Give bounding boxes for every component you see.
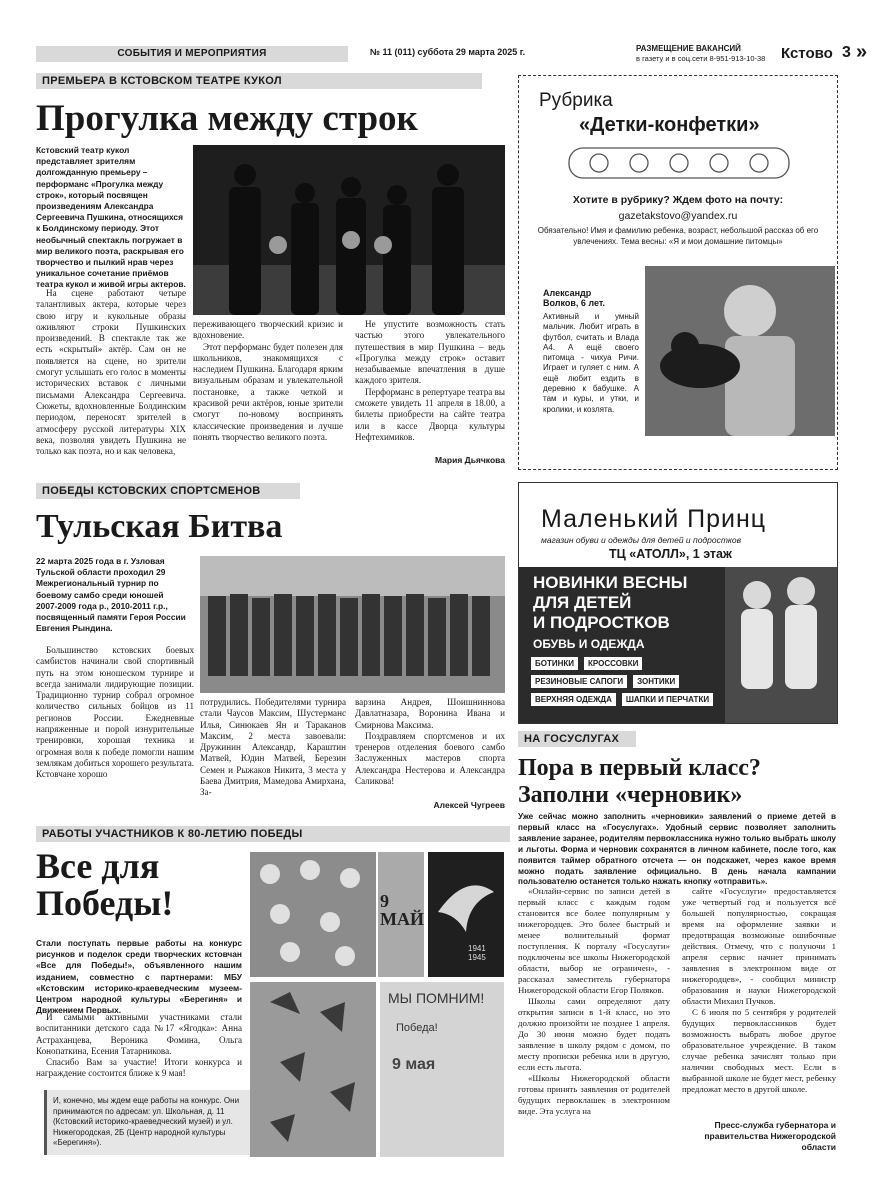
theatre-col1: На сцене работают четыре талантливых актера, которые через свою игру и кукольные образы оживляют строки Пушкинских произведений. В спектакле так же есть «скрытый» актёр. Сам он не появляется на сцене, но зрители смогут услышать его голос в моменты исторических вставок с личными письмами Александра Сергеевича. Сюжеты, вдохновленные Болдинским периодом, переносят зрителей в атмосферу русской литературы XIX века, позволяя увидеть Пушкина не только как поэта, но и как человека, bbox=[36, 288, 186, 457]
gosuslugi-source: Пресс-служба губернатора и правительства Нижегородской области bbox=[704, 1120, 836, 1152]
drawing-3-years: 1941 1945 bbox=[468, 944, 486, 962]
sport-title: Тульская Битва bbox=[36, 508, 283, 545]
rubric-box bbox=[518, 75, 838, 470]
chevron-right-icon: » bbox=[856, 41, 868, 63]
team-image bbox=[200, 556, 505, 693]
header-logo: Кстово bbox=[781, 45, 833, 62]
child-name: Александр Волков, 6 лет. bbox=[543, 288, 606, 308]
theatre-lead: Кстовский театр кукол представляет зрителям долгожданную премьеру – перформанс «Прогулка между строк», который посвящен произведениям Александра Сергеевича Пушкина, относящихся к Болдинскому периоду. Этот необычный спектакль погружает в мир великого поэта, раскрывая его творчество и пылкий нрав через уникальное сочетание приёмов театра кукол и живой игры актеров. bbox=[36, 145, 186, 290]
drawing-4 bbox=[250, 982, 376, 1157]
shop-line: ОБУВЬ И ОДЕЖДА bbox=[533, 637, 645, 651]
sport-col2: потрудились. Победителями турнира стали Чаусов Максим, Шустерманс Илья, Синюкаев Ян и Тараканов Максим, 2 места завоевали: Дружинин Александр, Караштин Матвей, Юдин Матвей, Березин Семен и Рыжаков Никита, 3 места у Баева Дмитрия, Мамедова Амирхана, За- bbox=[200, 697, 346, 798]
child-photo bbox=[645, 266, 835, 436]
header-issue: № 11 (011) суббота 29 марта 2025 г. bbox=[370, 47, 526, 57]
rubric-note: Обязательно! Имя и фамилию ребенка, возраст, небольшой рассказ об его увлечениях. Тема весны: «Я и мои домашние питомцы» bbox=[537, 226, 819, 246]
shop-subtitle: магазин обуви и одежды для детей и подростков bbox=[541, 535, 742, 545]
shop-promo-panel bbox=[519, 567, 837, 723]
gosuslugi-lead: Уже сейчас можно заполнить «черновики» заявлений о приеме детей в первый класс на «Госуслугах». Удобный сервис позволяет заполнить заявление заранее, родителям первоклассника нужно только выбрать школу и льготы. Форма и черновик сохранятся в личном кабинете, после того, как появится таймер обратного отсчета — он подскажет, через какое время можно подать заявление официально. В день начала кампании пользователю останется только нажать кнопку «отправить». bbox=[518, 812, 836, 887]
drawing-2 bbox=[378, 852, 424, 977]
page-header bbox=[36, 41, 868, 66]
victory-title-line1: Все для bbox=[36, 846, 160, 886]
theatre-photo bbox=[193, 145, 505, 315]
drawing-5-text3: 9 мая bbox=[392, 1056, 436, 1073]
victory-body: И самыми активными участниками стали воспитанники детского сада №17 «Ягодка»: Анна Астраханцева, Вероника Фомина, Ольга Конопаткина, Есения Татарникова. Спасибо Вам за участие! Итоги конкурса и награждение состоится ближе к 9 мая! bbox=[36, 1012, 242, 1079]
sport-col3: варзина Андрея, Шоишниннова Давлатназара, Воронина Ивана и Смирнова Максима. Поздравляем спортсменов и их тренеров отделения боевого самбо Заслуженных мастеров спорта Александра Нестерова и Александра Саликова! bbox=[355, 697, 505, 787]
shop-headline-1: НОВИНКИ ВЕСНЫ bbox=[533, 573, 688, 592]
shop-ad bbox=[518, 482, 838, 724]
shop-tag: ШАПКИ И ПЕРЧАТКИ bbox=[622, 693, 713, 706]
theatre-col2: переживающего творческий кризис и вдохновение. Этот перформанс будет полезен для школьников, знакомящихся с наследием Пушкина. Благодаря ярким визуальным образам и увлекательной постановке, а также четкой и красивой речи актёров, юные зрители смогут по-новому воспринять классические произведения и лучше понять творчество великого поэта. bbox=[193, 319, 343, 442]
rubric-email[interactable]: gazetakstovo@yandex.ru bbox=[618, 210, 738, 222]
flowers-drawing bbox=[250, 852, 376, 977]
victory-lead: Стали поступать первые работы на конкурс рисунков и поделок среди творческих кстовчан «Все для Победы!», объявленного нашим изданием, совместно с партнерами: МБУ «Кстовским историко-краеведческим музеем-Центром народной культуры «Берегиня» и Движением Первых. bbox=[36, 938, 242, 1016]
drawing-3 bbox=[428, 852, 504, 977]
page-number: 3 bbox=[842, 44, 851, 61]
rubric-title-line2: «Детки-конфетки» bbox=[579, 114, 760, 136]
gosuslugi-title-line2: Заполни «черновик» bbox=[518, 782, 743, 808]
drawing-5 bbox=[380, 982, 504, 1157]
shop-headline-2: ДЛЯ ДЕТЕЙ bbox=[533, 593, 632, 612]
shop-tags bbox=[531, 653, 721, 707]
shop-tag: ЗОНТИКИ bbox=[633, 675, 679, 688]
drawing-5-text2: Победа! bbox=[396, 1022, 438, 1034]
section-gosuslugi-label: НА ГОСУСЛУГАХ bbox=[518, 731, 636, 747]
sport-photo bbox=[200, 556, 505, 693]
theatre-title: Прогулка между строк bbox=[36, 98, 418, 139]
shop-tag: БОТИНКИ bbox=[531, 657, 578, 670]
victory-title-line2: Победы! bbox=[36, 883, 174, 923]
drawing-2-text: 9 МАЙ bbox=[380, 891, 424, 929]
shop-tag: РЕЗИНОВЫЕ САПОГИ bbox=[531, 675, 627, 688]
shop-name: Маленький Принц bbox=[541, 505, 767, 533]
gosuslugi-title-line1: Пора в первый класс? bbox=[518, 755, 761, 781]
sport-lead: 22 марта 2025 года в г. Узловая Тульской области проходил 29 Межрегиональный турнир по боевому самбо среди юношей 2007-2009 года р., 2010-2011 г.р., посвященный памяти Героя России Евгения Рындина. bbox=[36, 556, 186, 634]
actors-image bbox=[193, 145, 505, 315]
sport-author: Алексей Чугреев bbox=[433, 800, 505, 810]
gosuslugi-col1: «Онлайн-сервис по записи детей в первый класс с каждым годом становится все более популярным у нижегородцев. Это более быстрый и менее волнительный формат поступления. К порталу «Госуслуги» подключены все школы Нижегородской области, выбор не ограничен», - рассказал заместитель губернатора Нижегородской области Егор Поляков. Школы сами определяют дату открытия записи в 1-й класс, но это должно произойти не позднее 1 апреля. До 30 июня можно будет подать заявление в школу рядом с домом, по месту прописки ребенка или в другую, если есть льгота. «Школы Нижегородской области готовы принять заявления от родителей будущих первоклашек в электронном виде. Эта услуга на bbox=[518, 886, 670, 1116]
origami-drawing bbox=[250, 982, 376, 1157]
header-section-label: СОБЫТИЯ И МЕРОПРИЯТИЯ bbox=[36, 46, 348, 62]
sport-col1: Большинство кстовских боевых самбистов начинали свой спортивный путь на этом юношеском турнире и всегда занимали лидирующие позиции. Традиционно турнир собрал огромное количество сильных бойцов из 11 регионов России. Ежедневные напряженные и порой изнурительные тренировки, хорошая техника и огромная воля к победе помогли нашим землякам добиться хорошего результата. Кстовчане хорошо bbox=[36, 645, 194, 780]
victory-note: И, конечно, мы ждем еще работы на конкурс. Они принимаются по адресам: ул. Школьная, д. 11 (Кстовский историко-краеведческий музей) и ул. Нижегородская, 2Б (Центр народной культуры «Берегиня»). bbox=[44, 1090, 255, 1155]
section-sport-label: ПОБЕДЫ КСТОВСКИХ СПОРТСМЕНОВ bbox=[36, 483, 300, 499]
rubric-title-line1: Рубрика bbox=[539, 90, 613, 111]
drawing-1 bbox=[250, 852, 376, 977]
section-victory-label: РАБОТЫ УЧАСТНИКОВ К 80-ЛЕТИЮ ПОБЕДЫ bbox=[36, 826, 510, 842]
child-with-dog-image bbox=[645, 266, 835, 436]
shop-tag: ВЕРХНЯЯ ОДЕЖДА bbox=[531, 693, 616, 706]
header-ad-line1: РАЗМЕЩЕНИЕ ВАКАНСИЙ bbox=[636, 44, 741, 53]
shop-tag: КРОССОВКИ bbox=[584, 657, 642, 670]
gosuslugi-col2: сайте «Госуслуги» предоставляется уже четвертый год и пользуется всё большей популярностью, сокращая время на оформление заявки и предотвращая возможные ошибочные действия. Отмечу, что с полуночи 1 апреля сервис начнет принимать заявления в электронном виде от нижегородцев», - сообщил министр образования и науки Нижегородской области Михаил Пучков. С 6 июля по 5 сентября у родителей будущих первоклассников будет возможность выбрать любое другое образовательное учреждение. В таком случае ребенка зачислят только при наличии свободных мест. Если в выбранной школе не будет мест, ребенку предложат место в другой школе. bbox=[682, 886, 836, 1094]
shop-location: ТЦ «АТОЛЛ», 1 этаж bbox=[609, 547, 732, 561]
section-theatre-label: ПРЕМЬЕРА В КСТОВСКОМ ТЕАТРЕ КУКОЛ bbox=[36, 73, 482, 89]
header-ad-line2: в газету и в соц.сети 8-951-913-10-38 bbox=[636, 54, 766, 63]
rubric-question: Хотите в рубрику? Ждем фото на почту: bbox=[572, 194, 784, 206]
child-description: Активный и умный мальчик. Любит играть в футбол, считать и Влада А4. А ещё своего питомца - чихуа Ричи. Играет и гуляет с ним. А ещё любит ездить в деревню к бабушке. А там и куры, и утки, и кролики, и козлята. bbox=[543, 312, 639, 414]
theatre-author: Мария Дьячкова bbox=[434, 455, 505, 465]
theatre-col3: Не упустите возможность стать частью этого увлекательного путешествия в мир Пушкина – ведь «Прогулка между строк» оставит незабываемые впечатления в душе каждого зрителя. Перформанс в репертуаре театра вы сможете увидеть 11 апреля в 18.00, а билеты приобрести на сайте театра или в кассе Дворца культуры Нефтехимиков. bbox=[355, 319, 505, 442]
shop-headline-3: И ПОДРОСТКОВ bbox=[533, 613, 670, 632]
drawing-5-text1: МЫ ПОМНИМ! bbox=[388, 990, 485, 1006]
children-image bbox=[725, 567, 837, 723]
candy-illustration bbox=[559, 140, 799, 192]
